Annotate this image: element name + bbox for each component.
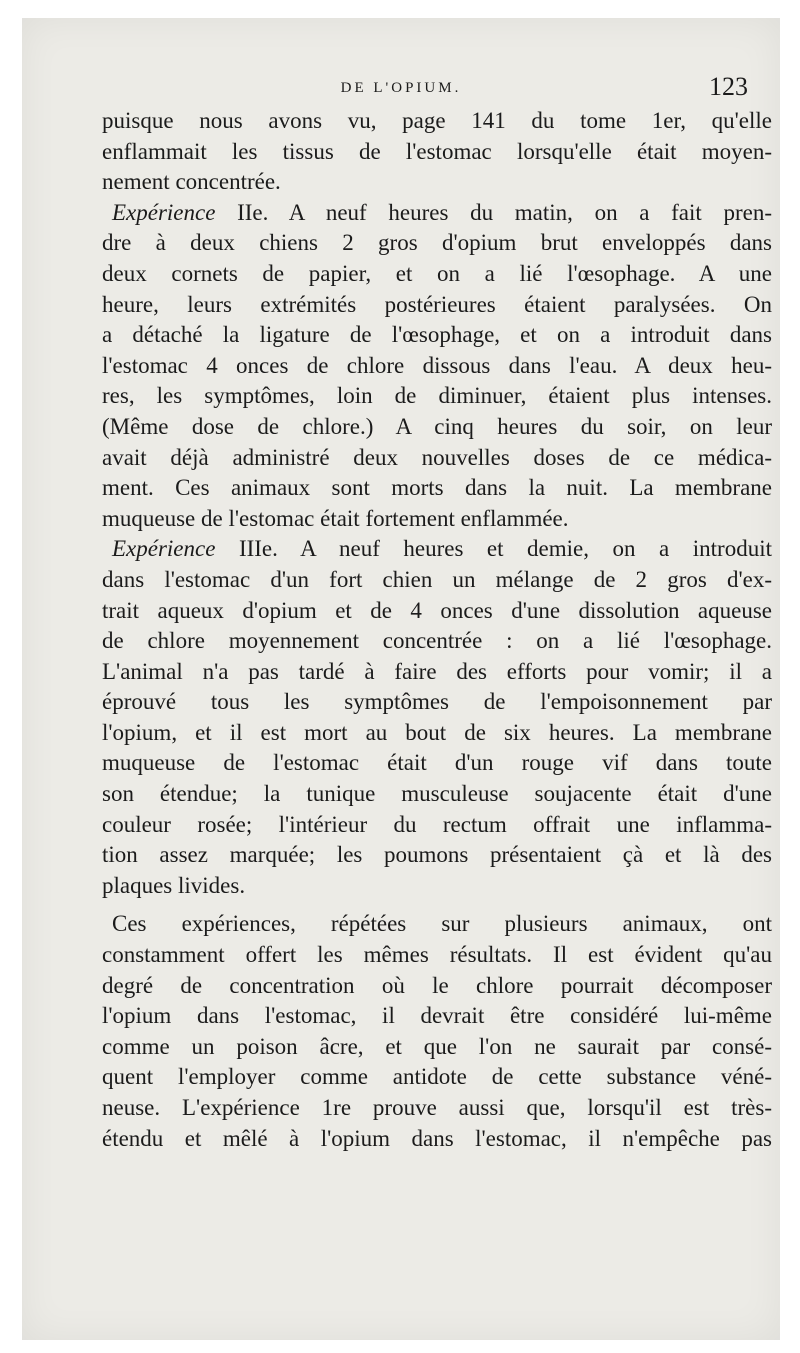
text-line: nement concentrée.	[102, 169, 281, 195]
text-line: ment. Ces animaux sont morts dans la nuit. La membrane	[102, 475, 772, 501]
paragraph-experience-3	[102, 534, 772, 901]
experience-heading: Expérience	[112, 536, 216, 562]
text-line: comme un poison âcre, et que l'on ne saurait par consé-	[102, 1033, 772, 1059]
paragraph-1	[102, 106, 772, 198]
text-line: de chlore moyennement concentrée : on a lié l'œsophage.	[102, 628, 772, 654]
text-line: tion assez marquée; les poumons présentaient çà et là des	[102, 842, 772, 868]
page-number: 123	[709, 72, 748, 101]
paragraph-conclusion	[102, 909, 772, 1154]
text-line: l'opium, et il est mort au bout de six heures. La membrane	[102, 719, 772, 745]
paragraph-experience-2	[102, 198, 772, 535]
text-line: degré de concentration où le chlore pourrait décomposer	[102, 972, 772, 998]
text-line: dre à deux chiens 2 gros d'opium brut enveloppés dans	[102, 230, 772, 256]
text-line: dans l'estomac d'un fort chien un mélange de 2 gros d'ex-	[102, 566, 772, 592]
text-line: heure, leurs extrémités postérieures étaient paralysées. On	[102, 291, 772, 317]
text-line: plaques livides.	[102, 872, 246, 898]
text-line: muqueuse de l'estomac était d'un rouge vif dans toute	[102, 750, 772, 776]
text-line: l'opium dans l'estomac, il devrait être considéré lui-même	[102, 1003, 772, 1029]
text-line: avait déjà administré deux nouvelles doses de ce médica-	[102, 444, 772, 470]
text-line: puisque nous avons vu, page 141 du tome 1er, qu'elle	[102, 108, 772, 133]
text-line: couleur rosée; l'intérieur du rectum offrait une inflamma-	[102, 811, 772, 837]
text-line: res, les symptômes, loin de diminuer, étaient plus intenses.	[102, 383, 772, 409]
text-line: son étendue; la tunique musculeuse soujacente était d'une	[102, 781, 772, 807]
text-line: constamment offert les mêmes résultats. Il est évident qu'au	[102, 942, 772, 968]
text-line: Ces expériences, répétées sur plusieurs animaux, ont	[112, 911, 772, 937]
text-line: étendu et mêlé à l'opium dans l'estomac, il n'empêche pas	[102, 1125, 772, 1151]
text-line: l'estomac 4 onces de chlore dissous dans l'eau. A deux heu-	[102, 352, 772, 378]
book-page	[22, 18, 780, 1340]
text-line: neuse. L'expérience 1re prouve aussi que, lorsqu'il est très-	[102, 1095, 772, 1120]
running-head: DE L'OPIUM.	[340, 80, 462, 96]
text-line: trait aqueux d'opium et de 4 onces d'une dissolution aqueuse	[102, 597, 772, 623]
text-line-rest: IIe. A neuf heures du matin, on a fait pren-	[215, 199, 772, 225]
body-text	[102, 106, 772, 1154]
text-line: muqueuse de l'estomac était fortement enflammée.	[102, 505, 569, 531]
text-line: éprouvé tous les symptômes de l'empoisonnement par	[102, 689, 772, 715]
text-line: a détaché la ligature de l'œsophage, et on a introduit dans	[102, 322, 772, 348]
text-line: L'animal n'a pas tardé à faire des efforts pour vomir; il a	[102, 658, 772, 684]
text-line: quent l'employer comme antidote de cette substance véné-	[102, 1064, 772, 1090]
text-line	[102, 198, 772, 229]
text-line: enflammait les tissus de l'estomac lorsqu'elle était moyen-	[102, 138, 772, 164]
text-line-rest: IIIe. A neuf heures et demie, on a introduit	[215, 536, 772, 562]
text-line: deux cornets de papier, et on a lié l'œsophage. A une	[102, 260, 772, 286]
experience-heading: Expérience	[112, 199, 216, 225]
text-line: (Même dose de chlore.) A cinq heures du soir, on leur	[102, 413, 772, 439]
text-line	[102, 534, 772, 565]
